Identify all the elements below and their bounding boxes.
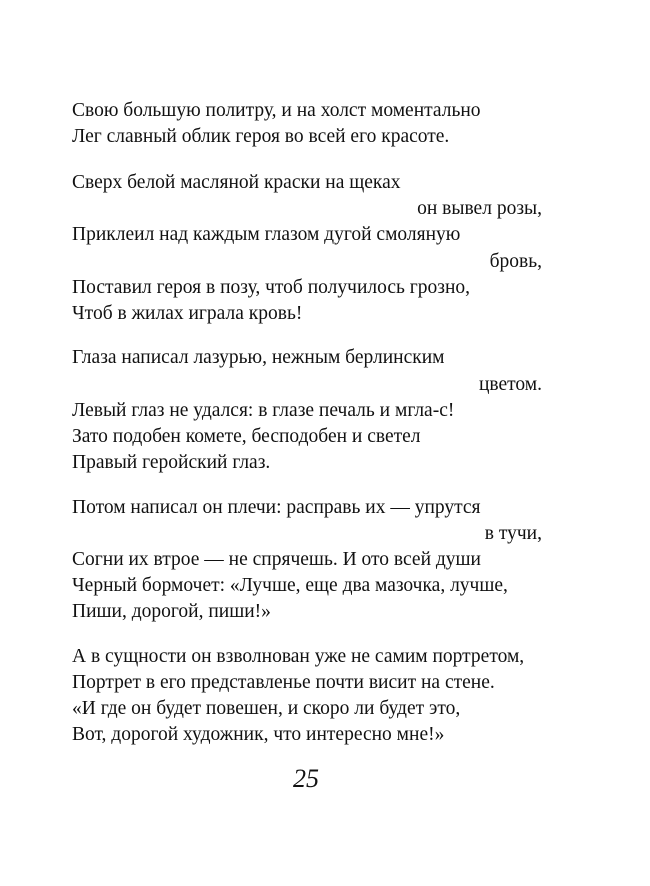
poem-line: Поставил героя в позу, чтоб получилось грозно, [72, 277, 471, 298]
poem-line: Пиши, дорогой, пиши!» [72, 601, 271, 622]
poem-line: Лег славный облик героя во всей его красоте. [72, 126, 450, 147]
poem-line: Сверх белой масляной краски на щеках [72, 172, 401, 193]
poem-line: Чтоб в жилах играла кровь! [72, 303, 303, 324]
poem-line: Левый глаз не удался: в глазе печаль и мгла-с! [72, 400, 455, 421]
poem-line: «И где он будет повешен, и скоро ли будет это, [72, 698, 461, 719]
poem-line: Правый геройский глаз. [72, 452, 271, 473]
poem-line: Свою большую политру, и на холст моментально [72, 100, 481, 121]
poem-line-continuation: в тучи, [484, 523, 542, 544]
poem-line: Потом написал он плечи: расправь их — упрутся [72, 497, 481, 518]
poem-line: Вот, дорогой художник, что интересно мне!» [72, 724, 445, 745]
poem-line: Черный бормочет: «Лучше, еще два мазочка, лучше, [72, 575, 508, 596]
poem-line: А в сущности он взволнован уже не самим портретом, [72, 646, 525, 667]
poem-line: Зато подобен комете, бесподобен и светел [72, 426, 421, 447]
poem-line: Портрет в его представленье почти висит на стене. [72, 672, 495, 693]
poem-line: Глаза написал лазурью, нежным берлинским [72, 347, 445, 368]
poem-line-continuation: он вывел розы, [417, 198, 542, 219]
page-number: 25 [293, 764, 319, 793]
poem-line-continuation: цветом. [478, 374, 542, 395]
poem-line-continuation: бровь, [489, 251, 542, 272]
poem-line: Приклеил над каждым глазом дугой смоляную [72, 224, 461, 245]
poem-line: Согни их втрое — не спрячешь. И ото всей души [72, 549, 481, 570]
